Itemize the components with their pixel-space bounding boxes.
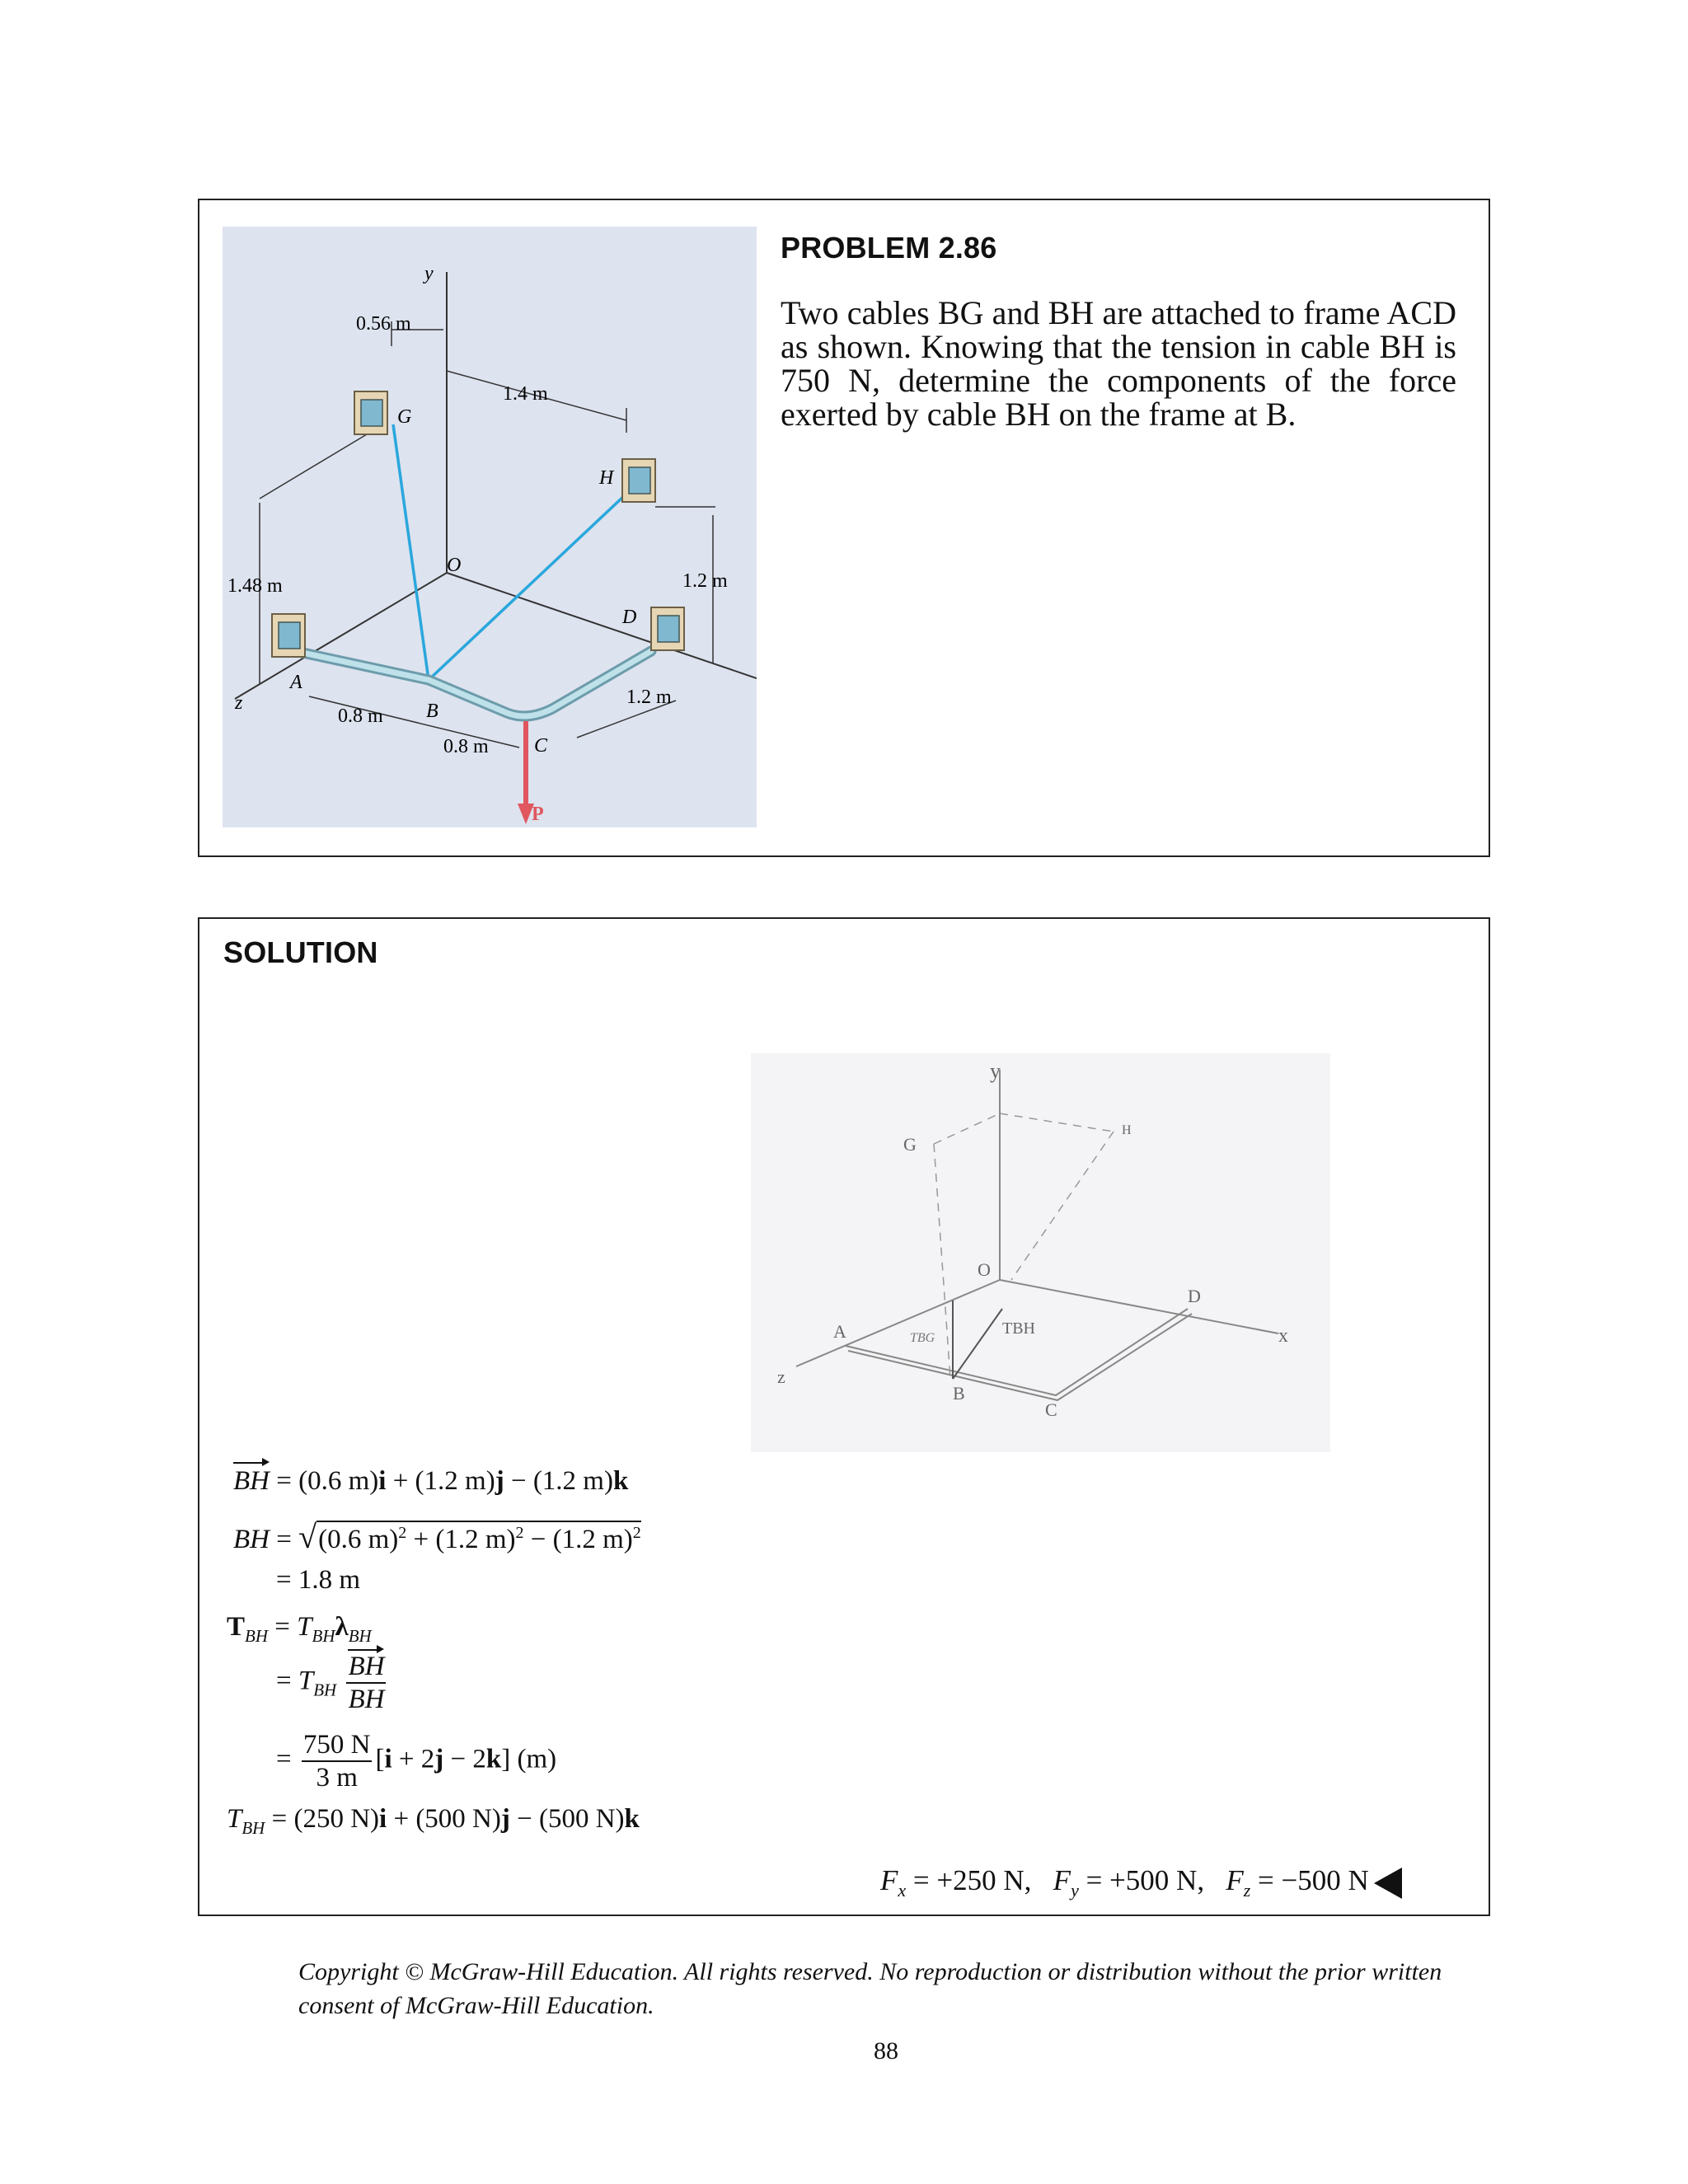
eq-subscript: BH <box>313 1680 337 1700</box>
sketch-label-g: G <box>903 1134 917 1155</box>
sketch-dash-h <box>1000 1113 1114 1132</box>
cable-bg <box>393 424 429 680</box>
eq-term: ] (m) <box>501 1744 557 1774</box>
support-d <box>651 607 684 650</box>
label-h: H <box>599 467 614 489</box>
eq-exponent: 2 <box>515 1524 524 1542</box>
eq-exponent: 2 <box>632 1524 641 1542</box>
dim-0-56: 0.56 m <box>356 313 411 335</box>
answer-subscript: z <box>1243 1880 1251 1900</box>
eq-term: + (1.2 m) <box>386 1466 495 1496</box>
sketch-label-h: H <box>1122 1123 1132 1137</box>
eq-bracket: [ <box>375 1744 385 1774</box>
sketch-z-axis <box>796 1280 1000 1366</box>
unit-k: k <box>485 1744 502 1774</box>
dim-line <box>260 434 367 499</box>
sketch-label-tbg: TBG <box>910 1331 935 1345</box>
answer-marker-icon <box>1374 1868 1402 1899</box>
equation-tbh-definition <box>227 1611 372 1646</box>
equation-bh-vector <box>233 1465 628 1497</box>
answer-fy: F <box>1053 1864 1071 1896</box>
sketch-label-b: B <box>953 1383 965 1404</box>
eq-numerator: 750 N <box>302 1731 373 1762</box>
support-g <box>354 391 387 434</box>
sketch-tbh-vector <box>953 1309 1002 1379</box>
eq-denominator: BH <box>348 1685 385 1714</box>
unit-j: j <box>434 1744 444 1774</box>
sketch-label-c: C <box>1045 1399 1057 1420</box>
unit-k: k <box>624 1804 640 1834</box>
eq-term: − (1.2 m) <box>504 1466 613 1496</box>
sketch-label-tbh: TBH <box>1002 1319 1035 1338</box>
eq-exponent: 2 <box>398 1524 407 1542</box>
dim-0-8-ab: 0.8 m <box>338 705 383 727</box>
equation-bh-magnitude <box>233 1518 641 1555</box>
sketch-label-a: A <box>833 1321 846 1342</box>
eq-term: − (500 N) <box>509 1804 625 1834</box>
free-body-sketch <box>751 1053 1330 1452</box>
label-d: D <box>622 607 637 628</box>
label-c: C <box>534 735 548 757</box>
equation-tbh-result <box>227 1803 640 1838</box>
eq-equals: = <box>276 1744 298 1774</box>
eq-t-italic: T <box>227 1804 242 1834</box>
sketch-label-d: D <box>1188 1286 1201 1306</box>
eq-term: + (500 N) <box>387 1804 501 1834</box>
eq-term: (0.6 m) <box>318 1525 399 1554</box>
label-z: z <box>235 692 243 714</box>
eq-subscript: BH <box>245 1626 269 1646</box>
eq-equals: = <box>276 1666 298 1696</box>
eq-term: = (0.6 m) <box>270 1466 379 1496</box>
eq-term: = (250 N) <box>265 1804 380 1834</box>
eq-subscript: BH <box>312 1626 335 1646</box>
eq-subscript: BH <box>348 1626 372 1646</box>
label-a: A <box>290 672 302 693</box>
eq-t-italic: T <box>297 1612 312 1642</box>
dim-0-8-bc: 0.8 m <box>443 736 489 757</box>
eq-bh-symbol: BH <box>233 1525 270 1554</box>
eq-equals: = <box>270 1525 299 1554</box>
unit-j: j <box>495 1466 504 1496</box>
sqrt-sign: √ <box>298 1518 317 1555</box>
unit-j: j <box>500 1804 510 1834</box>
answer-fz: F <box>1226 1864 1244 1896</box>
answer-subscript: x <box>898 1880 907 1900</box>
eq-bh-vector-symbol: BH <box>233 1466 270 1496</box>
eq-denominator: 3 m <box>316 1763 358 1793</box>
fraction-750-over-3 <box>302 1731 373 1792</box>
cable-bh <box>429 482 639 680</box>
problem-statement: Two cables BG and BH are attached to frame ACD as shown. Knowing that the tension in cable BH is 750 N, determine the components of the force exerted by cable BH on the frame at B. <box>781 294 1456 433</box>
problem-figure <box>223 227 757 827</box>
sketch-label-y: y <box>990 1059 1001 1083</box>
solution-title: SOLUTION <box>223 935 378 969</box>
sketch-label-x: x <box>1278 1325 1288 1347</box>
equation-tbh-ratio <box>276 1652 389 1713</box>
eq-term: − 2 <box>443 1744 486 1774</box>
fraction-bh <box>346 1652 386 1713</box>
unit-i: i <box>378 1466 387 1496</box>
problem-title: PROBLEM 2.86 <box>781 231 997 265</box>
frame-diagram <box>223 227 757 827</box>
dim-1-2-depth: 1.2 m <box>626 687 672 708</box>
sketch-dash-g <box>934 1113 1000 1144</box>
support-a <box>272 614 305 657</box>
equation-tbh-numeric <box>276 1731 556 1792</box>
label-g: G <box>397 406 412 428</box>
sketch-x-axis <box>1000 1280 1278 1333</box>
unit-i: i <box>384 1744 392 1774</box>
eq-numerator: BH <box>348 1652 385 1681</box>
sketch-label-z: z <box>777 1366 785 1387</box>
answer-fz-value: = −500 N <box>1250 1864 1369 1896</box>
label-o: O <box>447 555 462 576</box>
eq-lambda: λ <box>335 1612 349 1642</box>
copyright-notice: Copyright © McGraw-Hill Education. All rights reserved. No reproduction or distribution without the prior written consent of McGraw-Hill Education. <box>298 1958 1442 2019</box>
label-p: P <box>532 804 544 825</box>
sqrt-content <box>316 1521 641 1555</box>
answer-fy-value: = +500 N, <box>1078 1864 1226 1896</box>
page-number: 88 <box>874 2037 898 2064</box>
unit-i: i <box>379 1804 387 1834</box>
answer-subscript: y <box>1071 1880 1079 1900</box>
eq-t-bold: T <box>227 1612 246 1642</box>
label-b: B <box>426 701 438 722</box>
eq-t-italic: T <box>298 1666 314 1696</box>
eq-term: − (1.2 m) <box>523 1525 633 1554</box>
sketch-cable-bg <box>934 1144 950 1379</box>
sketch-cable-bh <box>1011 1132 1114 1280</box>
eq-term: + 2 <box>392 1744 435 1774</box>
solution-sketch <box>751 1053 1330 1452</box>
dim-1-48: 1.48 m <box>227 575 283 597</box>
sketch-label-o: O <box>978 1259 991 1280</box>
support-h <box>622 459 655 502</box>
label-y: y <box>424 263 434 284</box>
eq-subscript: BH <box>241 1818 265 1838</box>
dim-1-2-vertical: 1.2 m <box>682 570 728 592</box>
unit-k: k <box>612 1466 629 1496</box>
dim-1-4: 1.4 m <box>503 383 548 405</box>
answer-fx-value: = +250 N, <box>906 1864 1053 1896</box>
eq-term: + (1.2 m) <box>406 1525 516 1554</box>
equation-bh-value: = 1.8 m <box>276 1565 361 1595</box>
final-answer <box>880 1864 1402 1899</box>
eq-equals: = <box>268 1612 298 1642</box>
answer-fx: F <box>880 1864 898 1896</box>
